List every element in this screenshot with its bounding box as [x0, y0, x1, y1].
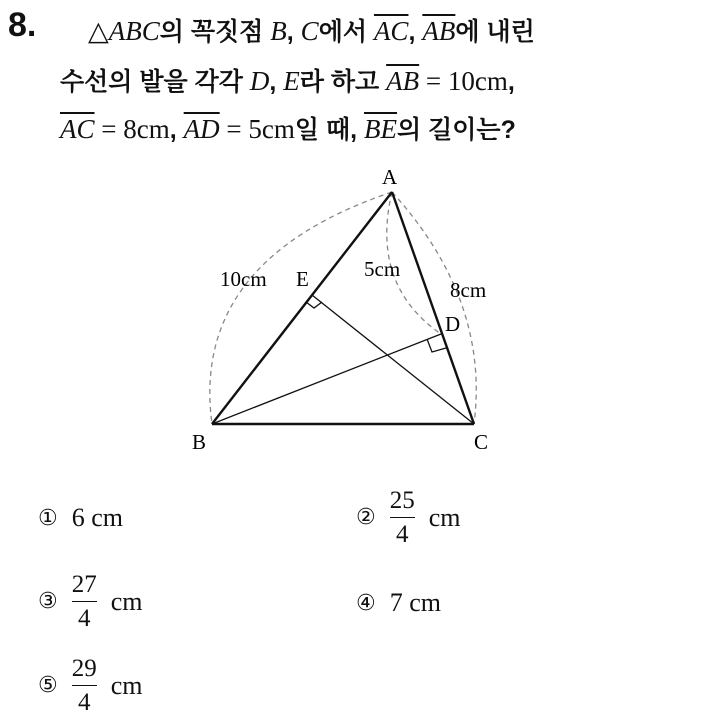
label-b: B	[192, 430, 207, 454]
denominator: 4	[77, 605, 91, 632]
choice-1[interactable]	[38, 503, 123, 533]
denominator: 4	[395, 521, 409, 548]
equation: = 5	[219, 114, 262, 144]
text: 에 내린	[455, 18, 535, 46]
vertex-b: B	[270, 16, 287, 46]
choice-3[interactable]	[38, 572, 143, 631]
triangle-name: ABC	[108, 16, 160, 46]
choice-1-mark: ①	[38, 505, 58, 531]
right-angle-mark-e	[306, 302, 322, 308]
numerator: 27	[71, 571, 97, 598]
choice-4[interactable]	[356, 588, 441, 618]
choice-2-mark: ②	[356, 505, 376, 530]
right-angle-mark-d	[427, 339, 446, 352]
point-e: E	[283, 66, 300, 96]
choice-5[interactable]	[38, 656, 143, 715]
equation: = 8	[94, 114, 137, 144]
label-e: E	[296, 267, 309, 291]
text: 에서	[318, 18, 374, 46]
numerator: 29	[71, 655, 97, 682]
length-ad-label: 5cm	[364, 257, 401, 281]
choice-2[interactable]	[356, 488, 461, 547]
segment-ac: $\overline{AC}$	[373, 16, 409, 46]
choice-4-mark: ④	[356, 590, 376, 616]
length-ab-label: 10cm	[220, 267, 267, 291]
choice-3-mark: ③	[38, 589, 58, 614]
text: 라 하고	[299, 68, 387, 96]
choice-4-unit: cm	[409, 588, 441, 617]
fraction-bar	[72, 685, 97, 686]
point-d: D	[249, 66, 270, 96]
choice-4-value: 7	[389, 588, 403, 617]
choice-5-mark: ⑤	[38, 673, 58, 698]
label-a: A	[382, 165, 398, 189]
choice-3-fraction	[72, 572, 97, 631]
text: 일 때,	[294, 116, 365, 144]
fraction-bar	[72, 601, 97, 602]
text: ,	[507, 68, 515, 96]
text: 의 길이는?	[397, 116, 516, 144]
choice-1-value: 6	[71, 503, 85, 532]
text: ,	[286, 18, 301, 46]
problem-number: 8.	[8, 6, 37, 44]
fraction-bar	[390, 517, 415, 518]
segment-ac: $\overline{AC}$	[60, 114, 95, 144]
choice-2-unit: cm	[428, 502, 461, 532]
segment-ab: $\overline{AB}$	[386, 66, 420, 96]
text: ,	[408, 18, 423, 46]
unit: cm	[474, 66, 508, 96]
vertex-c: C	[300, 16, 319, 46]
denominator: 4	[77, 689, 91, 716]
choice-5-unit: cm	[110, 670, 143, 700]
text: 수선의 발을 각각	[60, 68, 250, 96]
choice-1-unit: cm	[91, 503, 123, 532]
text: 의 꼭짓점	[159, 18, 271, 46]
side-ac	[392, 192, 474, 424]
label-c: C	[474, 430, 489, 454]
unit: cm	[136, 114, 170, 144]
choice-2-fraction	[390, 488, 415, 547]
choice-3-unit: cm	[110, 586, 143, 616]
numerator: 25	[389, 487, 415, 514]
segment-be: $\overline{BE}$	[364, 114, 398, 144]
label-d: D	[445, 312, 461, 336]
segment-ab: $\overline{AB}$	[422, 16, 456, 46]
text: ,	[169, 116, 184, 144]
segment-ad: $\overline{AD}$	[183, 114, 220, 144]
triangle-symbol: △	[88, 16, 109, 46]
text: ,	[269, 68, 284, 96]
length-ac-label: 8cm	[450, 278, 487, 302]
equation: = 10	[419, 66, 475, 96]
unit: cm	[261, 114, 295, 144]
choice-5-fraction	[72, 656, 97, 715]
